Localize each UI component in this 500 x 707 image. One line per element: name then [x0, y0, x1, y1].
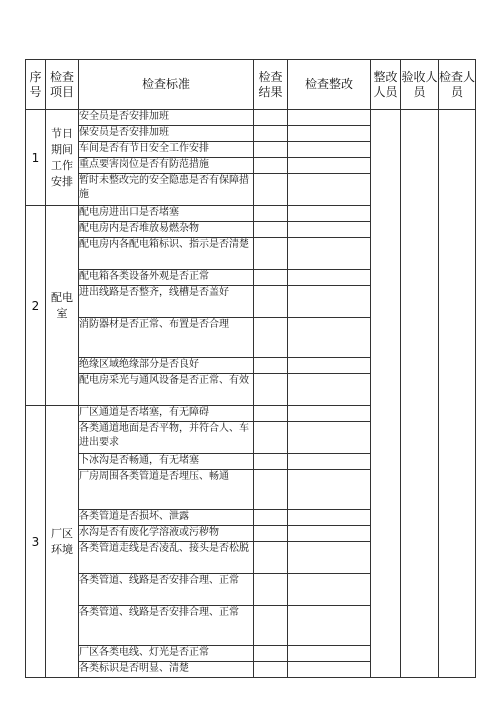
result-cell[interactable]: [254, 470, 288, 510]
result-cell[interactable]: [254, 318, 288, 358]
result-cell[interactable]: [254, 526, 288, 542]
header-seq: 序号: [26, 60, 46, 110]
check-standard: 配电房内各配电箱标识、指示是否清楚: [79, 238, 254, 270]
header-item: 检查项目: [46, 60, 79, 110]
rectify-cell[interactable]: [288, 422, 371, 454]
rectify-cell[interactable]: [288, 646, 371, 662]
check-standard: 配电箱各类设备外观是否正常: [79, 270, 254, 286]
check-standard: 重点要害岗位是否有防范措施: [79, 158, 254, 174]
rectify-cell[interactable]: [288, 142, 371, 158]
result-cell[interactable]: [254, 238, 288, 270]
check-standard: 配电房进出口是否堵塞: [79, 206, 254, 222]
result-cell[interactable]: [254, 606, 288, 646]
section-name: 配电室: [46, 206, 79, 406]
check-standard: 暂时未整改完的安全隐患是否有保障措施: [79, 174, 254, 206]
check-standard: 配电房采光与通风设备是否正常、有效: [79, 374, 254, 406]
header-rectifier: 整改人员: [371, 60, 401, 110]
rectify-cell[interactable]: [288, 574, 371, 606]
rectify-cell[interactable]: [288, 374, 371, 406]
rectify-cell[interactable]: [288, 286, 371, 318]
result-cell[interactable]: [254, 422, 288, 454]
check-standard: 水沟是否有废化学溶液或污秽物: [79, 526, 254, 542]
header-rectify: 检查整改: [288, 60, 371, 110]
check-standard: 保安员是否安排加班: [79, 126, 254, 142]
check-standard: 厂区各类电线、灯光是否正常: [79, 646, 254, 662]
rectify-cell[interactable]: [288, 158, 371, 174]
result-cell[interactable]: [254, 286, 288, 318]
result-cell[interactable]: [254, 542, 288, 574]
rectify-cell[interactable]: [288, 318, 371, 358]
acceptor-cell[interactable]: [401, 110, 439, 678]
rectify-cell[interactable]: [288, 206, 371, 222]
table-row: [26, 110, 476, 126]
check-standard: 各类管道、线路是否安排合理、正常: [79, 606, 254, 646]
check-standard: 消防器材是否正常、布置是否合理: [79, 318, 254, 358]
rectify-cell[interactable]: [288, 222, 371, 238]
section-name: 节日期间工作安排: [46, 110, 79, 206]
rectify-cell[interactable]: [288, 662, 371, 678]
result-cell[interactable]: [254, 158, 288, 174]
check-standard: 各类标识是否明显、清楚: [79, 662, 254, 678]
header-result: 检查结果: [254, 60, 288, 110]
header-row: [26, 60, 476, 110]
result-cell[interactable]: [254, 406, 288, 422]
rectify-cell[interactable]: [288, 542, 371, 574]
result-cell[interactable]: [254, 374, 288, 406]
check-standard: 进出线路是否整齐，线槽是否盖好: [79, 286, 254, 318]
header-acceptor: 验收人员: [401, 60, 439, 110]
header-standard: 检查标准: [79, 60, 254, 110]
section-number: 2: [26, 206, 46, 406]
result-cell[interactable]: [254, 222, 288, 238]
check-standard: 各类管道是否损坏、泄露: [79, 510, 254, 526]
check-standard: 车间是否有节日安全工作安排: [79, 142, 254, 158]
result-cell[interactable]: [254, 662, 288, 678]
rectifier-cell[interactable]: [371, 110, 401, 678]
rectify-cell[interactable]: [288, 126, 371, 142]
check-standard: 各类管道、线路是否安排合理、正常: [79, 574, 254, 606]
check-standard: 安全员是否安排加班: [79, 110, 254, 126]
rectify-cell[interactable]: [288, 526, 371, 542]
result-cell[interactable]: [254, 142, 288, 158]
result-cell[interactable]: [254, 358, 288, 374]
rectify-cell[interactable]: [288, 606, 371, 646]
inspection-table: [25, 59, 476, 678]
rectify-cell[interactable]: [288, 174, 371, 206]
rectify-cell[interactable]: [288, 406, 371, 422]
rectify-cell[interactable]: [288, 238, 371, 270]
result-cell[interactable]: [254, 206, 288, 222]
result-cell[interactable]: [254, 574, 288, 606]
section-number: 1: [26, 110, 46, 206]
section-number: 3: [26, 406, 46, 678]
rectify-cell[interactable]: [288, 510, 371, 526]
check-standard: 厂房周围各类管道是否埋压、畅通: [79, 470, 254, 510]
section-name: 厂区环境: [46, 406, 79, 678]
header-inspector: 检查人员: [439, 60, 476, 110]
check-standard: 各类管道走线是否凌乱、接头是否松脱: [79, 542, 254, 574]
result-cell[interactable]: [254, 110, 288, 126]
check-standard: 绝缘区域绝缘部分是否良好: [79, 358, 254, 374]
result-cell[interactable]: [254, 646, 288, 662]
rectify-cell[interactable]: [288, 270, 371, 286]
result-cell[interactable]: [254, 454, 288, 470]
rectify-cell[interactable]: [288, 110, 371, 126]
rectify-cell[interactable]: [288, 470, 371, 510]
rectify-cell[interactable]: [288, 454, 371, 470]
check-standard: 厂区通道是否堵塞，有无障碍: [79, 406, 254, 422]
result-cell[interactable]: [254, 174, 288, 206]
result-cell[interactable]: [254, 510, 288, 526]
check-standard: 各类通道地面是否平物，并符合人、车进出要求: [79, 422, 254, 454]
check-standard: 卜冰沟是否畅通，有无堵塞: [79, 454, 254, 470]
inspector-cell[interactable]: [439, 110, 476, 678]
check-standard: 配电房内是否堆放易燃杂物: [79, 222, 254, 238]
result-cell[interactable]: [254, 270, 288, 286]
result-cell[interactable]: [254, 126, 288, 142]
rectify-cell[interactable]: [288, 358, 371, 374]
